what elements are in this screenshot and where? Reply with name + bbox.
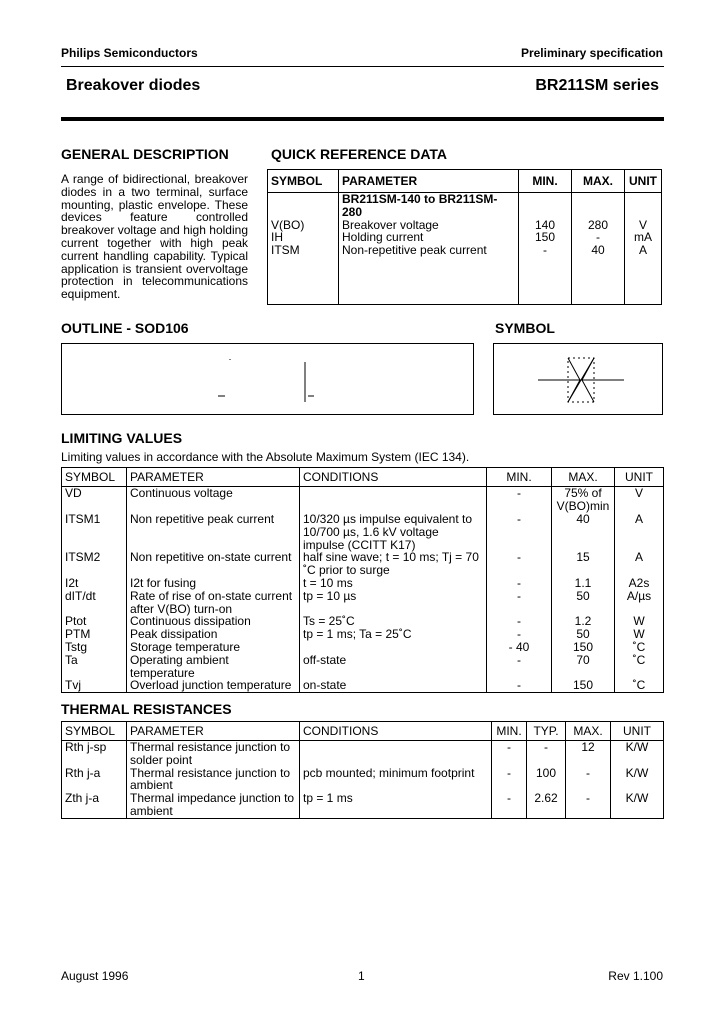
max-cell: 70 [552,654,615,680]
col-header: SYMBOL [268,170,339,193]
symbol-cell: VD [65,486,82,500]
parameter-cell: Thermal resistance junction to ambient [127,767,300,793]
col-header: TYP. [527,722,566,741]
max-cell: 50 [552,628,615,641]
table-row [62,551,664,577]
company-name: Philips Semiconductors [61,46,198,60]
max-cell: - [566,767,611,793]
conditions-cell [300,741,492,767]
col-header: UNIT [611,722,664,741]
symbol-cell: dIT/dt [65,588,96,603]
unit-cell: A [615,513,664,551]
max-cell: 1.1 [552,577,615,590]
unit-cell: A2s [615,577,664,590]
document-type: Preliminary specification [520,46,663,60]
table-row [62,487,664,514]
min-cell: - [487,615,552,628]
col-header: PARAMETER [127,468,300,487]
col-header: SYMBOL [62,722,127,741]
symbol-cell: ITSM2 [65,550,101,565]
quick-reference-table [267,169,662,305]
table-row [62,679,664,692]
conditions-cell: Ts = 25˚C [300,615,487,628]
parameter-cell: Breakover voltage [339,219,519,232]
parameter-cell: Non repetitive on-state current [127,551,300,577]
limiting-values-heading: LIMITING VALUES [61,430,183,446]
symbol-cell: PTM [65,627,91,642]
min-cell: - [492,792,527,818]
max-cell: 50 [552,590,615,616]
conditions-cell: on-state [300,679,487,692]
min-cell: 150 [519,231,572,244]
max-cell: 150 [552,641,615,654]
conditions-cell: off-state [300,654,487,680]
min-cell: - [487,590,552,616]
col-header: CONDITIONS [300,468,487,487]
symbol-cell: V(BO) [271,217,305,232]
table-row [62,654,664,680]
unit-cell: K/W [611,767,664,793]
parameter-cell: I2t for fusing [127,577,300,590]
table-row [62,577,664,590]
min-cell: 140 [519,219,572,232]
unit-cell: A/µs [615,590,664,616]
min-cell: - 40 [487,641,552,654]
symbol-cell: Ta [65,652,78,667]
unit-cell: K/W [611,741,664,767]
symbol-cell: Tstg [65,639,88,654]
parameter-cell: Holding current [339,231,519,244]
symbol-cell: ITSM1 [65,512,101,526]
footer-revision: Rev 1.100 [608,969,663,983]
max-cell: 280 [572,219,625,232]
col-header: MIN. [487,468,552,487]
parameter-cell: Thermal resistance junction to solder point [127,741,300,767]
table-header-row [62,722,664,741]
unit-cell: W [615,628,664,641]
col-header: MIN. [519,170,572,193]
thermal-table [61,721,664,819]
min-cell: - [487,487,552,514]
min-cell: - [492,767,527,793]
unit-cell: ˚C [615,654,664,680]
max-cell: - [566,792,611,818]
max-cell: - [572,231,625,244]
max-cell: 12 [566,741,611,767]
parameter-cell: Non-repetitive peak current [339,244,519,305]
table-row [62,513,664,551]
conditions-cell: t = 10 ms [300,577,487,590]
parameter-cell: Non repetitive peak current [127,513,300,551]
symbol-heading: SYMBOL [495,320,555,336]
parameter-cell: Continuous voltage [127,487,300,514]
header-rule [61,66,664,67]
symbol-cell: Ptot [65,614,87,629]
conditions-cell: half sine wave; t = 10 ms; Tj = 70 ˚C prior to surge [300,551,487,577]
general-description-text: A range of bidirectional, breakover diodes in a two terminal, surface mounting, plastic envelope. These devices feature controlled breakover voltage and high holding current together with high peak current handling capability. Typical application is transient overvoltage protection in telecommunications equipment. [61,172,248,302]
min-cell: - [519,244,572,305]
parameter-cell: Thermal impedance junction to ambient [127,792,300,818]
min-cell: - [487,628,552,641]
symbol-cell: Rth j-a [65,765,101,780]
min-cell: - [487,679,552,692]
outline-sketch [62,344,473,414]
col-header: PARAMETER [127,722,300,741]
symbol-cell: I2t [65,575,79,590]
unit-cell: mA [625,231,662,244]
conditions-cell [300,641,487,654]
parameter-cell: Overload junction temperature [127,679,300,692]
unit-cell: A [625,244,662,305]
conditions-cell: 10/320 µs impulse equivalent to 10/700 µs, 1.6 kV voltage impulse (CCITT K17) [300,513,487,551]
symbol-cell: ITSM [271,243,300,258]
table-row [268,219,662,232]
symbol-cell: Tvj [65,678,81,693]
unit-cell: W [615,615,664,628]
thermal-heading: THERMAL RESISTANCES [61,701,232,717]
symbol-cell: IH [271,230,283,245]
parameter-cell: Rate of rise of on-state current after V(BO) turn-on [127,590,300,616]
conditions-cell: tp = 1 ms [300,792,492,818]
breakover-diode-symbol [494,344,662,414]
min-cell: - [487,654,552,680]
limiting-values-table [61,467,664,693]
symbol-cell: Zth j-a [65,791,100,806]
unit-cell: ˚C [615,641,664,654]
min-cell: - [492,741,527,767]
conditions-cell [300,487,487,514]
title-rule [61,117,664,121]
table-header-row [268,170,662,193]
symbol-drawing [493,343,663,415]
typ-cell: - [527,741,566,767]
min-cell: - [487,577,552,590]
limiting-values-intro: Limiting values in accordance with the Absolute Maximum System (IEC 134). [61,450,470,464]
parameter-cell: Storage temperature [127,641,300,654]
outline-drawing [61,343,474,415]
quick-reference-heading: QUICK REFERENCE DATA [271,146,448,162]
table-row [62,767,664,793]
max-cell: 40 [552,513,615,551]
subheading: BR211SM-140 to BR211SM-280 [339,193,519,219]
conditions-cell: tp = 1 ms; Ta = 25˚C [300,628,487,641]
col-header: MAX. [552,468,615,487]
max-cell: 150 [552,679,615,692]
max-cell: 1.2 [552,615,615,628]
col-header: SYMBOL [62,468,127,487]
parameter-cell: Continuous dissipation [127,615,300,628]
series-title: BR211SM series [535,77,659,94]
unit-cell: A [615,551,664,577]
conditions-cell: tp = 10 µs [300,590,487,616]
unit-cell: ˚C [615,679,664,692]
conditions-cell: pcb mounted; minimum footprint [300,767,492,793]
product-family-title: Breakover diodes [66,77,201,94]
min-cell: - [487,551,552,577]
max-cell: 40 [572,244,625,305]
unit-cell: V [625,219,662,232]
col-header: MAX. [572,170,625,193]
col-header: UNIT [615,468,664,487]
unit-cell: V [615,487,664,514]
table-header-row [62,468,664,487]
general-description-heading: GENERAL DESCRIPTION [61,146,229,162]
min-cell: - [487,513,552,551]
table-row [62,641,664,654]
max-cell: 15 [552,551,615,577]
col-header: MAX. [566,722,611,741]
col-header: MIN. [492,722,527,741]
parameter-cell: Peak dissipation [127,628,300,641]
table-row [268,244,662,305]
typ-cell: 2.62 [527,792,566,818]
symbol-cell: Rth j-sp [65,740,107,754]
table-row [62,590,664,616]
parameter-cell: Operating ambient temperature [127,654,300,680]
unit-cell: K/W [611,792,664,818]
col-header: CONDITIONS [300,722,492,741]
col-header: PARAMETER [339,170,519,193]
table-row [62,792,664,818]
table-row [62,741,664,767]
typ-cell: 100 [527,767,566,793]
max-cell: 75% of V(BO)min [552,487,615,514]
outline-heading: OUTLINE - SOD106 [61,320,189,336]
table-row [268,193,662,219]
col-header: UNIT [625,170,662,193]
footer-date: August 1996 [61,969,129,983]
footer-page-number: 1 [358,969,365,983]
